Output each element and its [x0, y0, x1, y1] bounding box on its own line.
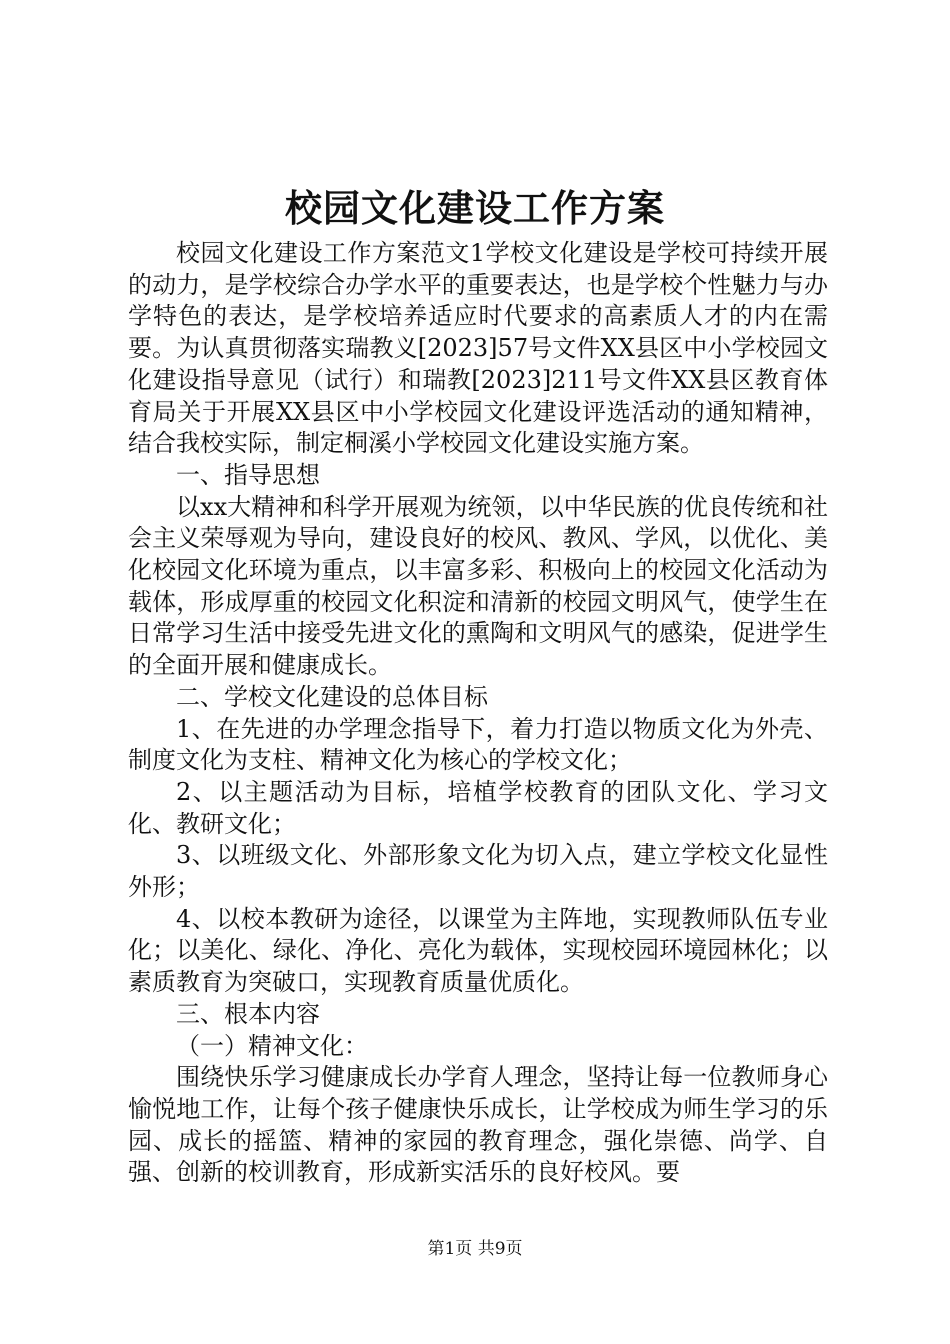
heading-basic-content: 三、根本内容: [176, 999, 320, 1028]
heading-overall-goals: 二、学校文化建设的总体目标: [176, 682, 488, 711]
goal-item-1: 1、在先进的办学理念指导下，着力打造以物质文化为外壳、制度文化为支柱、精神文化为核心的学校文化；: [128, 714, 828, 775]
subheading-spiritual-culture: （一）精神文化：: [176, 1031, 368, 1060]
paragraph-intro: 校园文化建设工作方案范文1学校文化建设是学校可持续开展的动力，是学校综合办学水平的重要表达，也是学校个性魅力与办学特色的表达，是学校培养适应时代要求的高素质人才的内在需要。为认真贯彻落实瑞教义[2023]57号文件XX县区中小学校园文化建设指导意见（试行）和瑞教[2023]211号文件XX县区教育体育局关于开展XX县区中小学校园文化建设评选活动的通知精神，结合我校实际，制定桐溪小学校园文化建设实施方案。: [128, 239, 828, 458]
document-title: 校园文化建设工作方案: [285, 186, 665, 230]
heading-guiding-ideology: 一、指导思想: [176, 460, 320, 489]
goal-item-3: 3、以班级文化、外部形象文化为切入点，建立学校文化显性外形；: [128, 841, 828, 902]
goal-item-2: 2、以主题活动为目标，培植学校教育的团队文化、学习文化、教研文化；: [128, 777, 828, 838]
paragraph-spiritual-culture: 围绕快乐学习健康成长办学育人理念，坚持让每一位教师身心愉悦地工作，让每个孩子健康快乐成长，让学校成为师生学习的乐园、成长的摇篮、精神的家园的教育理念，强化崇德、尚学、自强、创新的校训教育，形成新实活乐的良好校风。要: [128, 1063, 828, 1187]
goal-item-4: 4、以校本教研为途径，以课堂为主阵地，实现教师队伍专业化；以美化、绿化、净化、亮化为载体，实现校园环境园林化；以素质教育为突破口，实现教育质量优质化。: [128, 904, 828, 997]
page-footer: 第1页 共9页: [427, 1239, 523, 1259]
paragraph-guiding-ideology: 以xx大精神和科学开展观为统领，以中华民族的优良传统和社会主义荣辱观为导向，建设良好的校风、教风、学风，以优化、美化校园文化环境为重点，以丰富多彩、积极向上的校园文化活动为载体，形成厚重的校园文化积淀和清新的校园文明风气，使学生在日常学习生活中接受先进文化的熏陶和文明风气的感染，促进学生的全面开展和健康成长。: [128, 492, 828, 680]
document-body: [128, 238, 828, 1189]
